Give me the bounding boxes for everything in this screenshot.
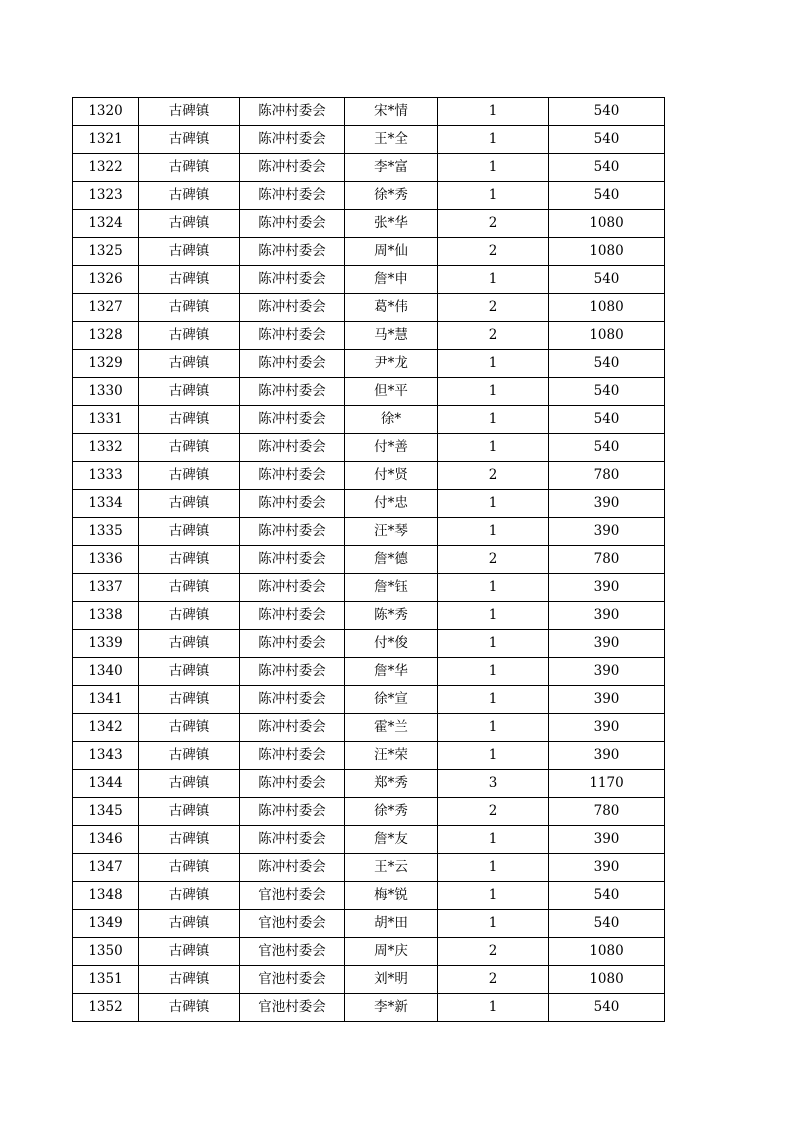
- table-row: [73, 994, 665, 1022]
- town-cell: 古碑镇: [139, 910, 240, 938]
- table-row: [73, 798, 665, 826]
- town-cell: 古碑镇: [139, 98, 240, 126]
- town-cell: 古碑镇: [139, 322, 240, 350]
- amount-cell: 1080: [549, 238, 665, 266]
- person-name-cell: 郑*秀: [345, 770, 438, 798]
- person-name-cell: 王*全: [345, 126, 438, 154]
- village-committee-cell: 陈冲村委会: [240, 742, 345, 770]
- amount-cell: 540: [549, 266, 665, 294]
- amount-cell: 390: [549, 490, 665, 518]
- household-count-cell: 1: [438, 518, 549, 546]
- village-committee-cell: 官池村委会: [240, 938, 345, 966]
- row-number-cell: 1325: [73, 238, 139, 266]
- amount-cell: 780: [549, 462, 665, 490]
- village-committee-cell: 官池村委会: [240, 966, 345, 994]
- table-row: [73, 406, 665, 434]
- village-committee-cell: 陈冲村委会: [240, 126, 345, 154]
- person-name-cell: 尹*龙: [345, 350, 438, 378]
- row-number-cell: 1322: [73, 154, 139, 182]
- village-committee-cell: 陈冲村委会: [240, 266, 345, 294]
- household-count-cell: 1: [438, 574, 549, 602]
- person-name-cell: 付*俊: [345, 630, 438, 658]
- town-cell: 古碑镇: [139, 854, 240, 882]
- town-cell: 古碑镇: [139, 406, 240, 434]
- table-row: [73, 98, 665, 126]
- village-committee-cell: 陈冲村委会: [240, 490, 345, 518]
- person-name-cell: 梅*锐: [345, 882, 438, 910]
- row-number-cell: 1333: [73, 462, 139, 490]
- village-committee-cell: 陈冲村委会: [240, 154, 345, 182]
- table-row: [73, 182, 665, 210]
- town-cell: 古碑镇: [139, 546, 240, 574]
- town-cell: 古碑镇: [139, 658, 240, 686]
- amount-cell: 540: [549, 378, 665, 406]
- amount-cell: 1080: [549, 938, 665, 966]
- person-name-cell: 付*善: [345, 434, 438, 462]
- table-row: [73, 938, 665, 966]
- town-cell: 古碑镇: [139, 434, 240, 462]
- village-committee-cell: 陈冲村委会: [240, 322, 345, 350]
- amount-cell: 1080: [549, 966, 665, 994]
- village-committee-cell: 陈冲村委会: [240, 182, 345, 210]
- household-count-cell: 2: [438, 462, 549, 490]
- person-name-cell: 刘*明: [345, 966, 438, 994]
- person-name-cell: 周*庆: [345, 938, 438, 966]
- town-cell: 古碑镇: [139, 266, 240, 294]
- row-number-cell: 1323: [73, 182, 139, 210]
- town-cell: 古碑镇: [139, 882, 240, 910]
- village-committee-cell: 陈冲村委会: [240, 686, 345, 714]
- amount-cell: 540: [549, 350, 665, 378]
- row-number-cell: 1320: [73, 98, 139, 126]
- row-number-cell: 1324: [73, 210, 139, 238]
- town-cell: 古碑镇: [139, 490, 240, 518]
- person-name-cell: 詹*友: [345, 826, 438, 854]
- amount-cell: 540: [549, 434, 665, 462]
- person-name-cell: 李*新: [345, 994, 438, 1022]
- town-cell: 古碑镇: [139, 938, 240, 966]
- table-row: [73, 770, 665, 798]
- town-cell: 古碑镇: [139, 210, 240, 238]
- person-name-cell: 汪*琴: [345, 518, 438, 546]
- town-cell: 古碑镇: [139, 630, 240, 658]
- town-cell: 古碑镇: [139, 826, 240, 854]
- town-cell: 古碑镇: [139, 182, 240, 210]
- village-committee-cell: 陈冲村委会: [240, 406, 345, 434]
- table-row: [73, 238, 665, 266]
- household-count-cell: 3: [438, 770, 549, 798]
- amount-cell: 390: [549, 658, 665, 686]
- town-cell: 古碑镇: [139, 238, 240, 266]
- household-count-cell: 2: [438, 238, 549, 266]
- household-count-cell: 1: [438, 714, 549, 742]
- amount-cell: 540: [549, 98, 665, 126]
- row-number-cell: 1349: [73, 910, 139, 938]
- row-number-cell: 1335: [73, 518, 139, 546]
- amount-cell: 390: [549, 630, 665, 658]
- town-cell: 古碑镇: [139, 770, 240, 798]
- person-name-cell: 詹*华: [345, 658, 438, 686]
- village-committee-cell: 陈冲村委会: [240, 658, 345, 686]
- row-number-cell: 1352: [73, 994, 139, 1022]
- town-cell: 古碑镇: [139, 966, 240, 994]
- person-name-cell: 詹*申: [345, 266, 438, 294]
- amount-cell: 540: [549, 910, 665, 938]
- row-number-cell: 1346: [73, 826, 139, 854]
- amount-cell: 390: [549, 574, 665, 602]
- household-count-cell: 1: [438, 490, 549, 518]
- row-number-cell: 1321: [73, 126, 139, 154]
- row-number-cell: 1344: [73, 770, 139, 798]
- village-committee-cell: 陈冲村委会: [240, 210, 345, 238]
- person-name-cell: 霍*兰: [345, 714, 438, 742]
- row-number-cell: 1348: [73, 882, 139, 910]
- household-count-cell: 2: [438, 294, 549, 322]
- town-cell: 古碑镇: [139, 350, 240, 378]
- amount-cell: 390: [549, 686, 665, 714]
- row-number-cell: 1332: [73, 434, 139, 462]
- row-number-cell: 1350: [73, 938, 139, 966]
- household-count-cell: 1: [438, 882, 549, 910]
- table-row: [73, 518, 665, 546]
- table-row: [73, 294, 665, 322]
- household-count-cell: 1: [438, 434, 549, 462]
- village-committee-cell: 陈冲村委会: [240, 574, 345, 602]
- village-committee-cell: 官池村委会: [240, 910, 345, 938]
- village-committee-cell: 陈冲村委会: [240, 602, 345, 630]
- person-name-cell: 詹*德: [345, 546, 438, 574]
- household-count-cell: 1: [438, 910, 549, 938]
- household-count-cell: 2: [438, 210, 549, 238]
- table-row: [73, 350, 665, 378]
- village-committee-cell: 陈冲村委会: [240, 462, 345, 490]
- table-row: [73, 154, 665, 182]
- table-row: [73, 882, 665, 910]
- table-row: [73, 686, 665, 714]
- village-committee-cell: 陈冲村委会: [240, 238, 345, 266]
- household-count-cell: 1: [438, 826, 549, 854]
- table-row: [73, 574, 665, 602]
- amount-cell: 1080: [549, 322, 665, 350]
- amount-cell: 1170: [549, 770, 665, 798]
- town-cell: 古碑镇: [139, 294, 240, 322]
- row-number-cell: 1343: [73, 742, 139, 770]
- village-committee-cell: 官池村委会: [240, 882, 345, 910]
- household-count-cell: 1: [438, 98, 549, 126]
- household-count-cell: 1: [438, 994, 549, 1022]
- person-name-cell: 徐*宣: [345, 686, 438, 714]
- table-row: [73, 490, 665, 518]
- village-committee-cell: 官池村委会: [240, 994, 345, 1022]
- household-count-cell: 1: [438, 154, 549, 182]
- town-cell: 古碑镇: [139, 574, 240, 602]
- amount-cell: 540: [549, 994, 665, 1022]
- amount-cell: 390: [549, 714, 665, 742]
- row-number-cell: 1326: [73, 266, 139, 294]
- table-row: [73, 630, 665, 658]
- amount-cell: 390: [549, 826, 665, 854]
- village-committee-cell: 陈冲村委会: [240, 770, 345, 798]
- table-row: [73, 322, 665, 350]
- town-cell: 古碑镇: [139, 126, 240, 154]
- village-committee-cell: 陈冲村委会: [240, 378, 345, 406]
- person-name-cell: 葛*伟: [345, 294, 438, 322]
- household-count-cell: 1: [438, 182, 549, 210]
- amount-cell: 780: [549, 546, 665, 574]
- person-name-cell: 付*忠: [345, 490, 438, 518]
- amount-cell: 1080: [549, 210, 665, 238]
- household-count-cell: 1: [438, 658, 549, 686]
- town-cell: 古碑镇: [139, 714, 240, 742]
- person-name-cell: 周*仙: [345, 238, 438, 266]
- village-committee-cell: 陈冲村委会: [240, 630, 345, 658]
- village-committee-cell: 陈冲村委会: [240, 826, 345, 854]
- amount-cell: 390: [549, 602, 665, 630]
- amount-cell: 540: [549, 182, 665, 210]
- table-row: [73, 434, 665, 462]
- town-cell: 古碑镇: [139, 518, 240, 546]
- village-committee-cell: 陈冲村委会: [240, 294, 345, 322]
- town-cell: 古碑镇: [139, 602, 240, 630]
- village-committee-cell: 陈冲村委会: [240, 714, 345, 742]
- table-row: [73, 742, 665, 770]
- amount-cell: 540: [549, 154, 665, 182]
- amount-cell: 390: [549, 518, 665, 546]
- amount-cell: 780: [549, 798, 665, 826]
- person-name-cell: 陈*秀: [345, 602, 438, 630]
- row-number-cell: 1338: [73, 602, 139, 630]
- household-count-cell: 1: [438, 742, 549, 770]
- amount-cell: 1080: [549, 294, 665, 322]
- household-count-cell: 1: [438, 854, 549, 882]
- village-committee-cell: 陈冲村委会: [240, 434, 345, 462]
- row-number-cell: 1351: [73, 966, 139, 994]
- person-name-cell: 徐*秀: [345, 182, 438, 210]
- table-row: [73, 854, 665, 882]
- amount-cell: 540: [549, 882, 665, 910]
- row-number-cell: 1330: [73, 378, 139, 406]
- row-number-cell: 1345: [73, 798, 139, 826]
- row-number-cell: 1328: [73, 322, 139, 350]
- village-committee-cell: 陈冲村委会: [240, 350, 345, 378]
- village-committee-cell: 陈冲村委会: [240, 98, 345, 126]
- household-count-cell: 1: [438, 266, 549, 294]
- person-name-cell: 宋*情: [345, 98, 438, 126]
- amount-cell: 390: [549, 854, 665, 882]
- row-number-cell: 1329: [73, 350, 139, 378]
- village-committee-cell: 陈冲村委会: [240, 518, 345, 546]
- row-number-cell: 1327: [73, 294, 139, 322]
- village-committee-cell: 陈冲村委会: [240, 798, 345, 826]
- person-name-cell: 李*富: [345, 154, 438, 182]
- table-row: [73, 966, 665, 994]
- household-count-cell: 1: [438, 602, 549, 630]
- person-name-cell: 马*慧: [345, 322, 438, 350]
- person-name-cell: 但*平: [345, 378, 438, 406]
- row-number-cell: 1336: [73, 546, 139, 574]
- table-row: [73, 546, 665, 574]
- table-row: [73, 826, 665, 854]
- person-name-cell: 徐*秀: [345, 798, 438, 826]
- household-count-cell: 2: [438, 546, 549, 574]
- amount-cell: 540: [549, 126, 665, 154]
- table-row: [73, 126, 665, 154]
- row-number-cell: 1347: [73, 854, 139, 882]
- town-cell: 古碑镇: [139, 742, 240, 770]
- household-count-cell: 1: [438, 686, 549, 714]
- household-count-cell: 1: [438, 126, 549, 154]
- table-row: [73, 462, 665, 490]
- town-cell: 古碑镇: [139, 462, 240, 490]
- table-row: [73, 602, 665, 630]
- person-name-cell: 张*华: [345, 210, 438, 238]
- person-name-cell: 付*贤: [345, 462, 438, 490]
- household-count-cell: 1: [438, 630, 549, 658]
- row-number-cell: 1331: [73, 406, 139, 434]
- table-row: [73, 266, 665, 294]
- table-row: [73, 714, 665, 742]
- row-number-cell: 1341: [73, 686, 139, 714]
- village-committee-cell: 陈冲村委会: [240, 546, 345, 574]
- household-count-cell: 2: [438, 938, 549, 966]
- row-number-cell: 1340: [73, 658, 139, 686]
- person-name-cell: 徐*: [345, 406, 438, 434]
- household-count-cell: 1: [438, 350, 549, 378]
- town-cell: 古碑镇: [139, 994, 240, 1022]
- roster-table: [72, 97, 665, 1022]
- table-row: [73, 378, 665, 406]
- table-row: [73, 210, 665, 238]
- town-cell: 古碑镇: [139, 798, 240, 826]
- household-count-cell: 2: [438, 966, 549, 994]
- row-number-cell: 1339: [73, 630, 139, 658]
- table-row: [73, 910, 665, 938]
- household-count-cell: 1: [438, 406, 549, 434]
- row-number-cell: 1342: [73, 714, 139, 742]
- amount-cell: 390: [549, 742, 665, 770]
- row-number-cell: 1337: [73, 574, 139, 602]
- table-row: [73, 658, 665, 686]
- town-cell: 古碑镇: [139, 154, 240, 182]
- row-number-cell: 1334: [73, 490, 139, 518]
- amount-cell: 540: [549, 406, 665, 434]
- household-count-cell: 2: [438, 798, 549, 826]
- household-count-cell: 2: [438, 322, 549, 350]
- town-cell: 古碑镇: [139, 686, 240, 714]
- household-count-cell: 1: [438, 378, 549, 406]
- person-name-cell: 王*云: [345, 854, 438, 882]
- person-name-cell: 胡*田: [345, 910, 438, 938]
- person-name-cell: 汪*荣: [345, 742, 438, 770]
- person-name-cell: 詹*钰: [345, 574, 438, 602]
- village-committee-cell: 陈冲村委会: [240, 854, 345, 882]
- roster-table-body: [73, 98, 665, 1022]
- town-cell: 古碑镇: [139, 378, 240, 406]
